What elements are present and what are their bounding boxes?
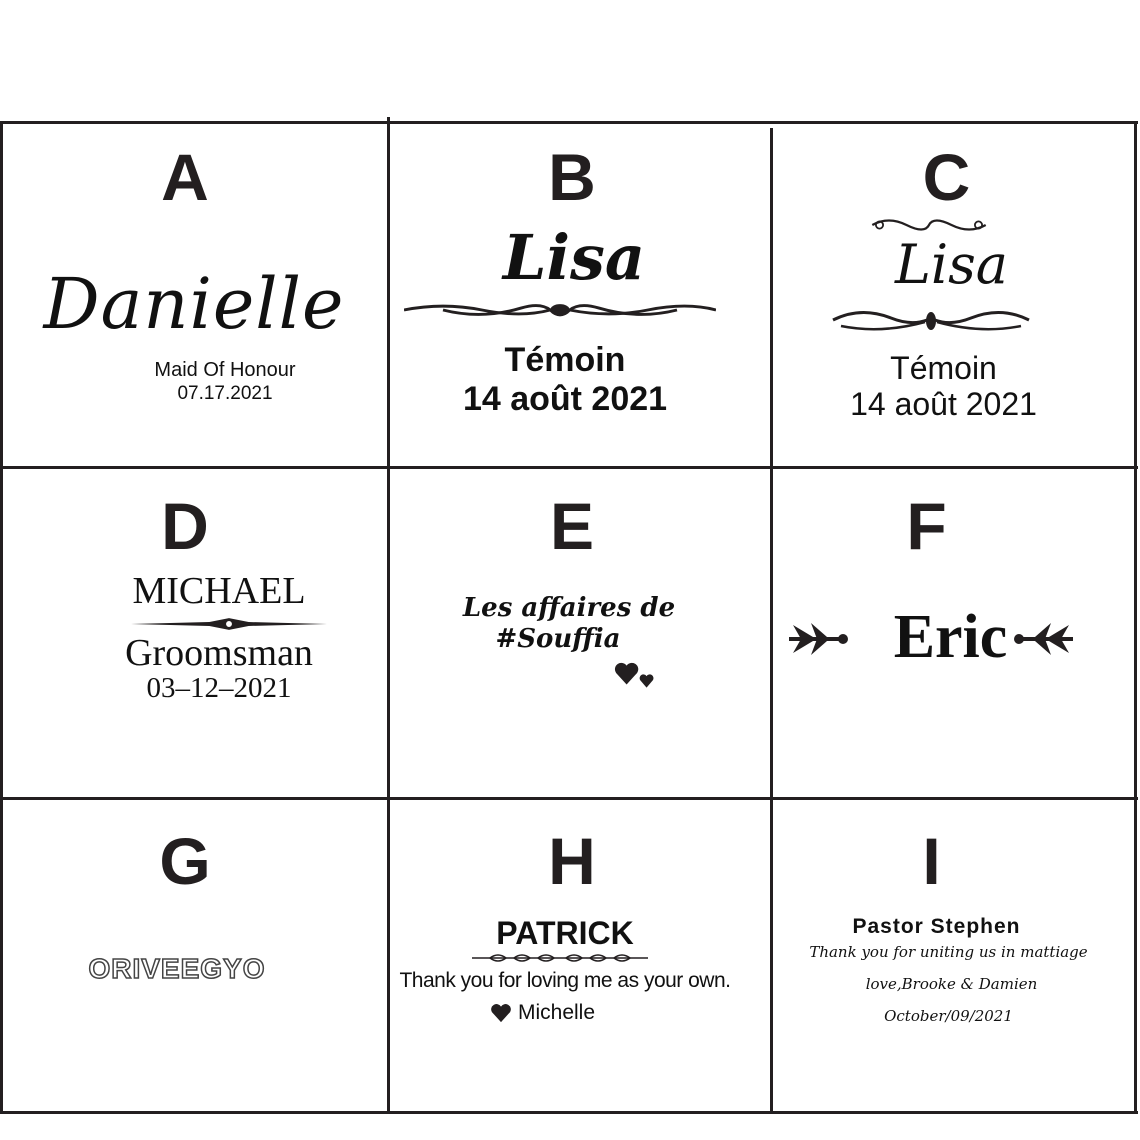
engraved-title: Témoin [890,350,997,386]
option-letter: D [161,489,209,563]
engraved-name: PATRICK [496,915,634,951]
grid-border-right [1134,121,1137,1114]
engraved-date: 07.17.2021 [177,383,273,404]
engraved-signature: love,Brooke & Damien [865,975,1038,993]
option-letter: F [906,489,947,563]
laurel-leaf-icon [1011,619,1075,659]
heart-icon [614,659,656,689]
engraved-message: Thank you for loving me as your own. [399,969,731,992]
engraved-name: Lisa [502,221,646,294]
option-d-card[interactable] [3,469,387,797]
heart-icon [490,1003,512,1023]
option-g-card[interactable] [3,800,387,1111]
flourish-divider-icon [831,304,1031,334]
engraved-line-2: #Souffia [495,624,621,654]
option-a-card[interactable] [3,124,387,466]
engraved-message: Thank you for uniting us in mattiage [809,943,1088,961]
option-f-card[interactable] [773,469,1134,797]
option-b-card[interactable] [390,124,770,466]
engraved-signature: Michelle [518,1001,596,1024]
engraved-date: 14 août 2021 [462,380,668,418]
engraved-name: Eric [893,603,1008,671]
option-letter: G [159,824,211,898]
option-c-card[interactable] [773,124,1134,466]
grid-border-bottom [0,1111,1138,1114]
engraved-title: Témoin [504,341,626,379]
option-letter: A [161,140,209,214]
engraved-line-1: Les affaires de [462,593,676,623]
engraved-name: Pastor Stephen [852,915,1021,938]
flourish-divider-icon [131,617,327,631]
option-i-card[interactable] [773,800,1134,1111]
option-e-card[interactable] [390,469,770,797]
engraved-title: Groomsman [125,632,313,674]
flourish-divider-icon [404,298,716,322]
option-letter: B [548,140,596,214]
engraved-date: 14 août 2021 [850,386,1037,422]
engraved-name: MICHAEL [132,570,306,612]
engraved-name: Lisa [894,233,1009,296]
engraved-title: Maid Of Honour [154,359,296,381]
option-letter: I [922,824,941,898]
flourish-divider-icon [470,952,650,964]
option-letter: H [548,824,596,898]
option-letter: C [922,140,971,214]
engraved-date: 03–12–2021 [146,672,292,704]
option-h-card[interactable] [390,800,770,1111]
engraved-name: Danielle [43,263,345,345]
option-letter: E [549,489,595,563]
engraved-date: October/09/2021 [884,1007,1013,1025]
engraved-name: ORIVEEGYO [88,953,266,984]
